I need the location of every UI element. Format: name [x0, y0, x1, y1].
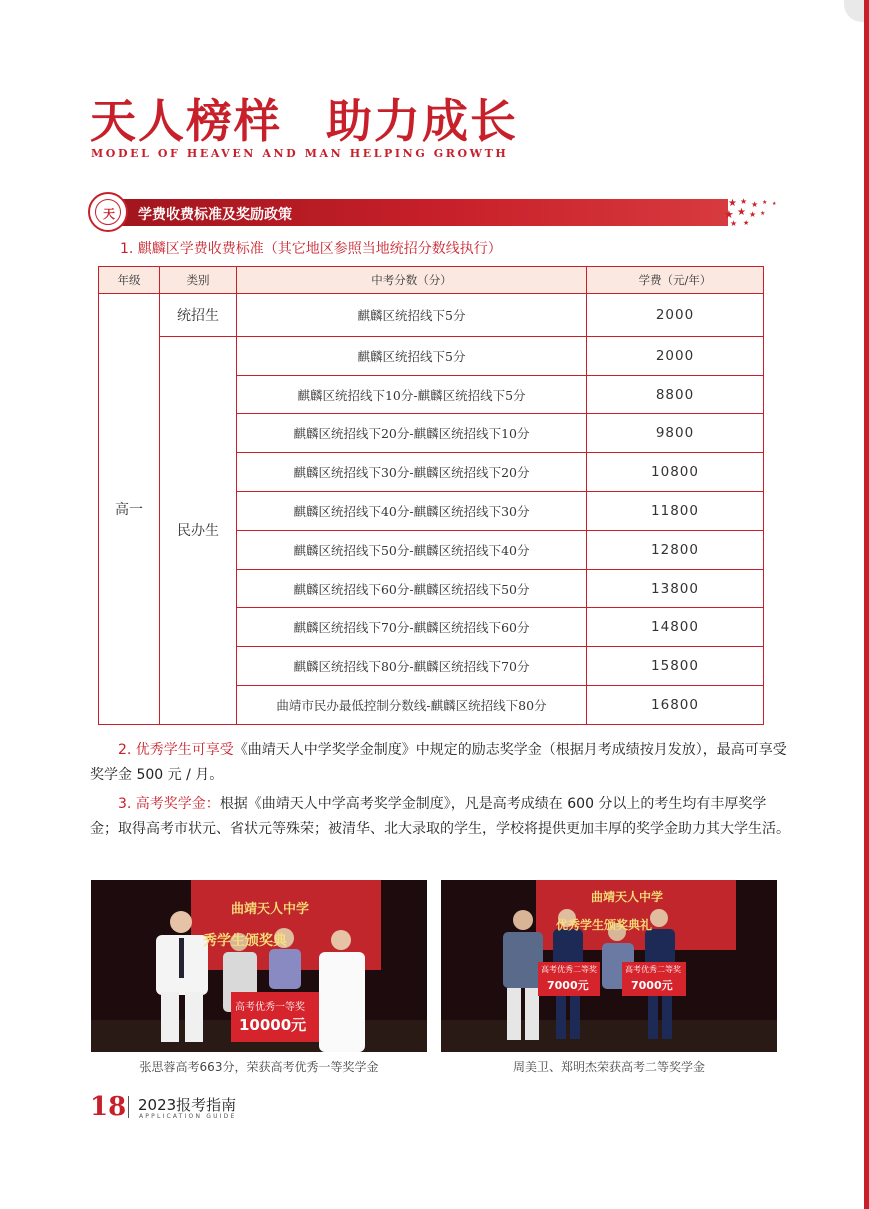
- scholarship-paragraph: [90, 738, 790, 788]
- grade-cell: 高一: [99, 294, 160, 725]
- table-header-row: [99, 267, 764, 294]
- board-amount-2a: 7000元: [547, 979, 589, 992]
- section-banner: [108, 199, 728, 226]
- score-cell: 麒麟区统招线下30分-麒麟区统招线下20分: [237, 453, 587, 492]
- stars-icon: ★ ★ ★ ★ ★ ★ ★ ★ ★ ★ ★: [724, 197, 777, 228]
- scholarship-text: 《曲靖天人中学奖学金制度》中规定的励志奖学金（根据月考成绩按月发放），最高可享受奖学金 500 元 / 月。: [90, 742, 787, 783]
- banner-title: 学费收费标准及奖励政策: [138, 207, 292, 223]
- gaokao-label: 3. 高考奖学金：: [118, 796, 220, 812]
- header-score: 中考分数（分）: [237, 267, 587, 294]
- board-amount-1: 10000元: [239, 1016, 307, 1034]
- banner-text-1: 曲靖天人中学: [231, 902, 310, 917]
- category-cell: 民办生: [160, 336, 237, 724]
- score-cell: 麒麟区统招线下5分: [237, 336, 587, 375]
- header-category: 类别: [160, 267, 237, 294]
- title-part-2: 助力成长: [326, 94, 518, 148]
- seal-glyph: 天: [103, 207, 116, 221]
- footer-divider: [128, 1096, 129, 1118]
- fee-table: [98, 266, 764, 725]
- fee-cell: 14800: [587, 608, 764, 647]
- right-edge-bar: [864, 0, 869, 1209]
- banner-subtext-1: 秀学生颁奖典: [203, 933, 287, 949]
- score-cell: 麒麟区统招线下60分-麒麟区统招线下50分: [237, 569, 587, 608]
- gaokao-scholarship-paragraph: [90, 792, 790, 842]
- fee-cell: 10800: [587, 453, 764, 492]
- category-cell: 统招生: [160, 294, 237, 337]
- fee-cell: 12800: [587, 530, 764, 569]
- award-photo-2: [441, 880, 777, 1052]
- fee-cell: 9800: [587, 414, 764, 453]
- scholarship-label: 2. 优秀学生可享受: [118, 742, 234, 758]
- fee-cell: 16800: [587, 686, 764, 725]
- table-row: [99, 294, 764, 337]
- score-cell: 麒麟区统招线下80分-麒麟区统招线下70分: [237, 647, 587, 686]
- score-cell: 曲靖市民办最低控制分数线-麒麟区统招线下80分: [237, 686, 587, 725]
- score-cell: 麒麟区统招线下5分: [237, 294, 587, 337]
- page-number: 18: [90, 1092, 127, 1122]
- fee-cell: 8800: [587, 375, 764, 414]
- page-title: [90, 85, 518, 151]
- title-part-1: 天人榜样: [90, 94, 282, 148]
- score-cell: 麒麟区统招线下10分-麒麟区统招线下5分: [237, 375, 587, 414]
- guide-subtitle: APPLICATION GUIDE: [139, 1113, 237, 1120]
- board-title-2b: 高考优秀二等奖: [625, 965, 681, 974]
- gaokao-text: 根据《曲靖天人中学高考奖学金制度》，凡是高考成绩在 600 分以上的考生均有丰厚奖学金；取得高考市状元、省状元等殊荣；被清华、北大录取的学生，学校将提供更加丰厚的奖学金助力其大学生活。: [90, 796, 790, 837]
- fee-cell: 13800: [587, 569, 764, 608]
- banner-text-2: 曲靖天人中学: [591, 890, 664, 904]
- table-row: [99, 336, 764, 375]
- score-cell: 麒麟区统招线下40分-麒麟区统招线下30分: [237, 492, 587, 531]
- fee-cell: 2000: [587, 336, 764, 375]
- fee-cell: 2000: [587, 294, 764, 337]
- board-title-1: 高考优秀一等奖: [235, 1002, 305, 1013]
- fee-section-title: 1. 麒麟区学费收费标准（其它地区参照当地统招分数线执行）: [120, 241, 502, 257]
- fee-cell: 15800: [587, 647, 764, 686]
- photo-2-scene: [441, 880, 777, 1052]
- board-amount-2b: 7000元: [631, 979, 673, 992]
- guide-title: 2023报考指南: [138, 1096, 237, 1114]
- score-cell: 麒麟区统招线下20分-麒麟区统招线下10分: [237, 414, 587, 453]
- school-seal-icon: [88, 192, 128, 232]
- board-title-2a: 高考优秀二等奖: [541, 965, 597, 974]
- award-photo-1: [91, 880, 427, 1052]
- score-cell: 麒麟区统招线下50分-麒麟区统招线下40分: [237, 530, 587, 569]
- banner-subtext-2: 优秀学生颁奖典礼: [556, 918, 653, 932]
- page-subtitle: MODEL OF HEAVEN AND MAN HELPING GROWTH: [91, 147, 509, 160]
- photo-1-caption: 张思蓉高考663分，荣获高考优秀一等奖学金: [139, 1060, 379, 1074]
- corner-decoration: [844, 0, 864, 22]
- header-grade: 年级: [99, 267, 160, 294]
- score-cell: 麒麟区统招线下70分-麒麟区统招线下60分: [237, 608, 587, 647]
- fee-cell: 11800: [587, 492, 764, 531]
- header-fee: 学费（元/年）: [587, 267, 764, 294]
- photo-2-caption: 周美卫、郑明杰荣获高考二等奖学金: [512, 1060, 705, 1074]
